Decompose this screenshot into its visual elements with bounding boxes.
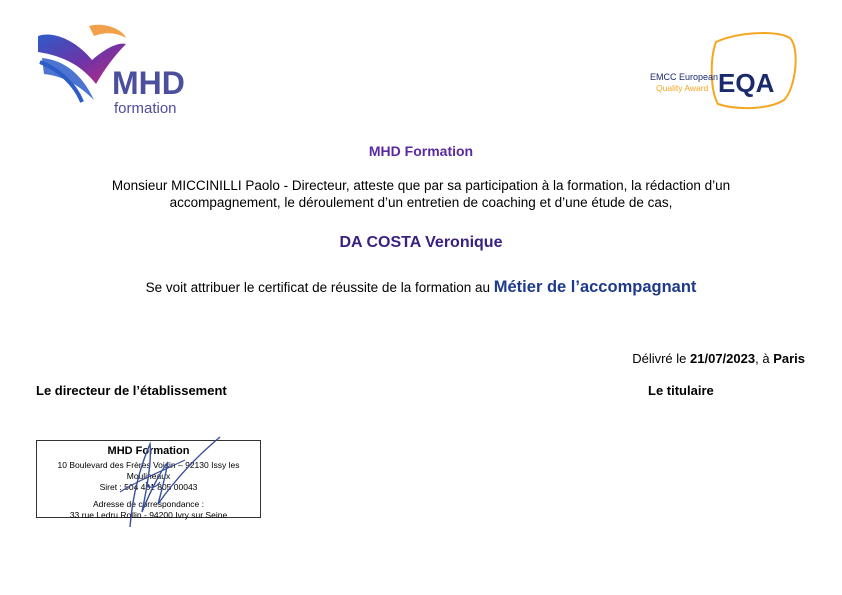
delivery-city: Paris (773, 351, 805, 366)
delivery-date: 21/07/2023 (690, 351, 756, 366)
delivery-separator: , à (755, 351, 770, 366)
stamp-correspondence-label: Adresse de correspondance : (92, 499, 205, 509)
organization-title: MHD Formation (368, 143, 474, 159)
holder-label: Le titulaire (648, 383, 714, 398)
delivered-prefix: Délivré le (632, 351, 687, 366)
award-text: Se voit attribuer le certificat de réussite de la formation au (145, 280, 490, 295)
eqa-line1: EMCC European (650, 72, 719, 82)
recipient-name: DA COSTA Veronique (339, 234, 503, 251)
company-stamp (36, 440, 261, 518)
delivery-line (632, 351, 805, 366)
stamp-siret: Siret : 504 481 805 00043 (99, 482, 198, 492)
attestation-text: Monsieur MICCINILLI Paolo - Directeur, atteste que par sa participation à la formation, la rédaction d’un accompagnement, le déroulement d’un entretien de coaching et d’une étude de cas, (111, 178, 731, 210)
stamp-correspondence-address: 33 rue Ledru Rollin - 94200 Ivry sur Seine (69, 510, 228, 520)
mhd-formation-logo (34, 22, 194, 118)
logo-sub-text: formation (114, 100, 177, 117)
award-line (0, 278, 842, 297)
logo-brand-text: MHD (112, 65, 185, 101)
course-name: Métier de l’accompagnant (493, 278, 697, 296)
eqa-award-logo (648, 30, 800, 112)
stamp-name: MHD Formation (107, 445, 190, 457)
stamp-address: 10 Boulevard des Frères Voisin – 92130 Issy les Moulineaux (57, 460, 240, 481)
eqa-line2: Quality Award (656, 83, 709, 93)
director-label: Le directeur de l’établissement (36, 383, 227, 398)
eqa-mark: EQA (718, 68, 775, 98)
